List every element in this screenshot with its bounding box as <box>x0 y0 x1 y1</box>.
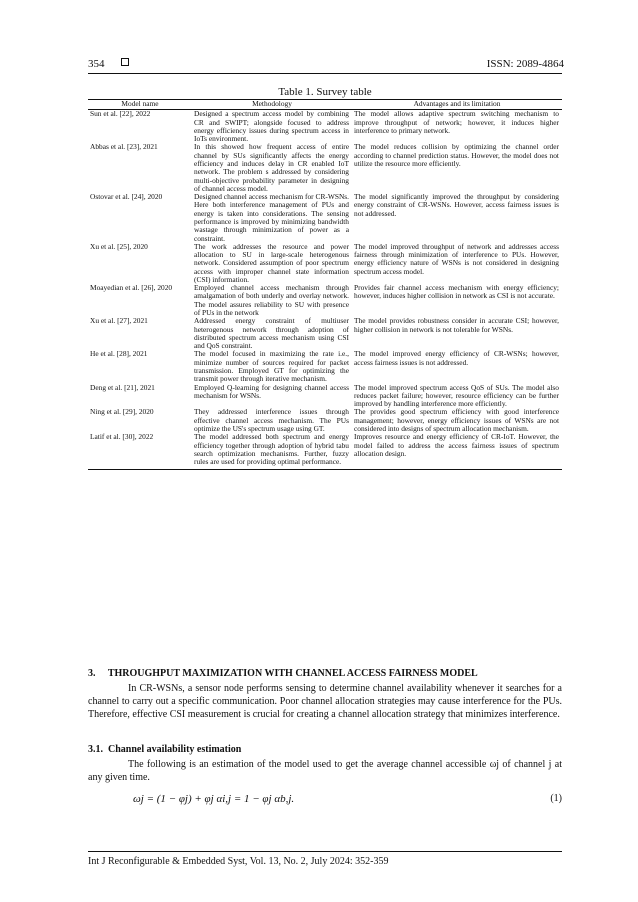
survey-table <box>88 99 562 470</box>
cell-model: He et al. [28], 2021 <box>90 349 148 359</box>
cell-advantages: The model allows adaptive spectrum switching mechanism to improve throughput of network; however, it induces higher interference to primary network. <box>354 109 559 135</box>
table-caption: Table 1. Survey table <box>278 86 372 98</box>
table-row <box>88 143 562 193</box>
cell-advantages: The model reduces collision by optimizing the channel order according to channel prediction status. However, the model does not utilize the resource more efficiently. <box>354 142 559 168</box>
equation-number: (1) <box>550 793 562 804</box>
table-row <box>88 193 562 243</box>
footer-rule <box>88 851 562 852</box>
header-issn: ISSN: 2089-4864 <box>486 58 564 70</box>
footer-citation: Int J Reconfigurable & Embedded Syst, Vol. 13, No. 2, July 2024: 352-359 <box>88 856 389 867</box>
column-header-advantages: Advantages and its limitation <box>352 100 562 110</box>
cell-model: Deng et al. [21], 2021 <box>90 382 155 392</box>
cell-model: Xu et al. [27], 2021 <box>90 316 148 326</box>
table-row <box>88 384 562 409</box>
cell-methodology: Employed Q-learning for designing channel access mechanism for WSNs. <box>194 382 349 400</box>
table-row <box>88 284 562 317</box>
table-header-row <box>88 100 562 110</box>
cell-model: Sun et al. [22], 2022 <box>90 109 151 119</box>
table-row <box>88 408 562 433</box>
cell-model: Ostovar et al. [24], 2020 <box>90 192 163 202</box>
cell-methodology: Designed channel access mechanism for CR-WSNs. Here both interference management of PUs and energy is taken into considerations. The sensing performance is improved by minimizing bandwidth wastage through minimization of power as a constraint. <box>194 192 349 243</box>
cell-model: Xu et al. [25], 2020 <box>90 241 148 251</box>
cell-advantages: Provides fair channel access mechanism with energy efficiency; however, induces higher collision in network as CSI is not accurate. <box>354 283 559 301</box>
cell-advantages: Improves resource and energy efficiency of CR-IoT. However, the model failed to address the access fairness issues of spectrum allocation design. <box>352 433 562 470</box>
cell-methodology: Addressed energy constraint of multiuser heterogenous network through adoption of distributed spectrum access mechanism using CSI and QoS constraint. <box>194 316 349 351</box>
cell-methodology: They addressed interference issues through effective channel access mechanism. The PUs optimize the US's spectrum usage using GT. <box>194 407 349 433</box>
cell-model: Latif et al. [30], 2022 <box>88 433 192 470</box>
section-3-paragraph: In CR-WSNs, a sensor node performs sensing to determine channel availability whenever it searches for a channel to carry out a specific communication. Poor channel allocation strategies may cause interference for the PUs. Therefore, effective CSI measurement is crucial for creating a channel allocation strategy that minimizes interference. <box>88 683 562 720</box>
section-3-heading: 3. THROUGHPUT MAXIMIZATION WITH CHANNEL ACCESS FAIRNESS MODEL <box>88 668 478 679</box>
cell-model: Ning et al. [29], 2020 <box>90 407 154 417</box>
header-box-icon <box>121 58 129 66</box>
cell-methodology: The work addresses the resource and power allocation to SU in large-scale heterogenous network. Considered assumption of poor spectrum access with improper channel state information (CSI) information. <box>194 241 349 284</box>
cell-model: Moayedian et al. [26], 2020 <box>90 283 173 293</box>
equation-1: ωj = (1 − φj) + φj αi,j = 1 − φj αb,j. <box>133 793 295 805</box>
cell-methodology: The model focused in maximizing the rate i.e., minimize number of sources required for packet transmission. Employed GT for optimizing the transmit power through iterative mechanism. <box>194 349 349 384</box>
cell-advantages: The model improved energy efficiency of CR-WSNs; however, access fairness issues is not addressed. <box>354 349 559 367</box>
cell-advantages: The model improved throughput of network and addresses access fairness through minimization of interference to PUs. However, energy efficiency nature of WSNs is not considered in designing spectrum access model. <box>354 241 559 276</box>
table-row <box>88 317 562 350</box>
cell-advantages: The provides good spectrum efficiency with good interference management; however, energy efficiency issues of WSNs are not considered into designs of spectrum allocation mechanism. <box>354 407 559 433</box>
cell-methodology: The model addressed both spectrum and energy efficiency together through adoption of hybrid tabu search optimization mechanisms. Further, fuzzy rules are used for providing optimal performance. <box>192 433 352 470</box>
cell-methodology: In this showed how frequent access of entire channel by SUs significantly affects the energy efficiency and induces delay in CR enabled IoT network. The problem s addressed by considering multi-objective probability parameter in designing of channel access model. <box>194 142 349 193</box>
cell-advantages: The model significantly improved the throughput by considering energy constraint of CR-WSNs. However, access fairness issues is not addressed. <box>354 192 559 218</box>
column-header-methodology: Methodology <box>192 100 352 110</box>
table-row <box>88 243 562 284</box>
cell-model: Abbas et al. [23], 2021 <box>90 142 158 152</box>
cell-advantages: The model provides robustness consider in accurate CSI; however, higher collision in network is not tolerable for WSNs. <box>354 316 559 334</box>
header-rule <box>88 73 562 74</box>
cell-methodology: Designed a spectrum access model by combining CR and SWIPT; alongside focused to address energy efficiency issues during spectrum access in IoTs environment. <box>194 109 349 144</box>
header-page-number: 354 <box>88 58 105 70</box>
section-3-1-paragraph: The following is an estimation of the model used to get the average channel accessible ωj of channel j at any given time. <box>88 759 562 783</box>
table-row <box>88 350 562 383</box>
column-header-model: Model name <box>88 100 192 110</box>
cell-advantages: The model improved spectrum access QoS of SUs. The model also reduces packet failure; however, resource efficiency can be further improved by handling interference more efficiently. <box>354 382 559 409</box>
section-3-1-heading: 3.1. Channel availability estimation <box>88 744 242 755</box>
cell-methodology: Employed channel access mechanism through amalgamation of both underly and overlay network. The model assures reliability to SU with presence of PUs in the network <box>194 283 349 318</box>
table-row <box>88 110 562 144</box>
table-row <box>88 433 562 470</box>
